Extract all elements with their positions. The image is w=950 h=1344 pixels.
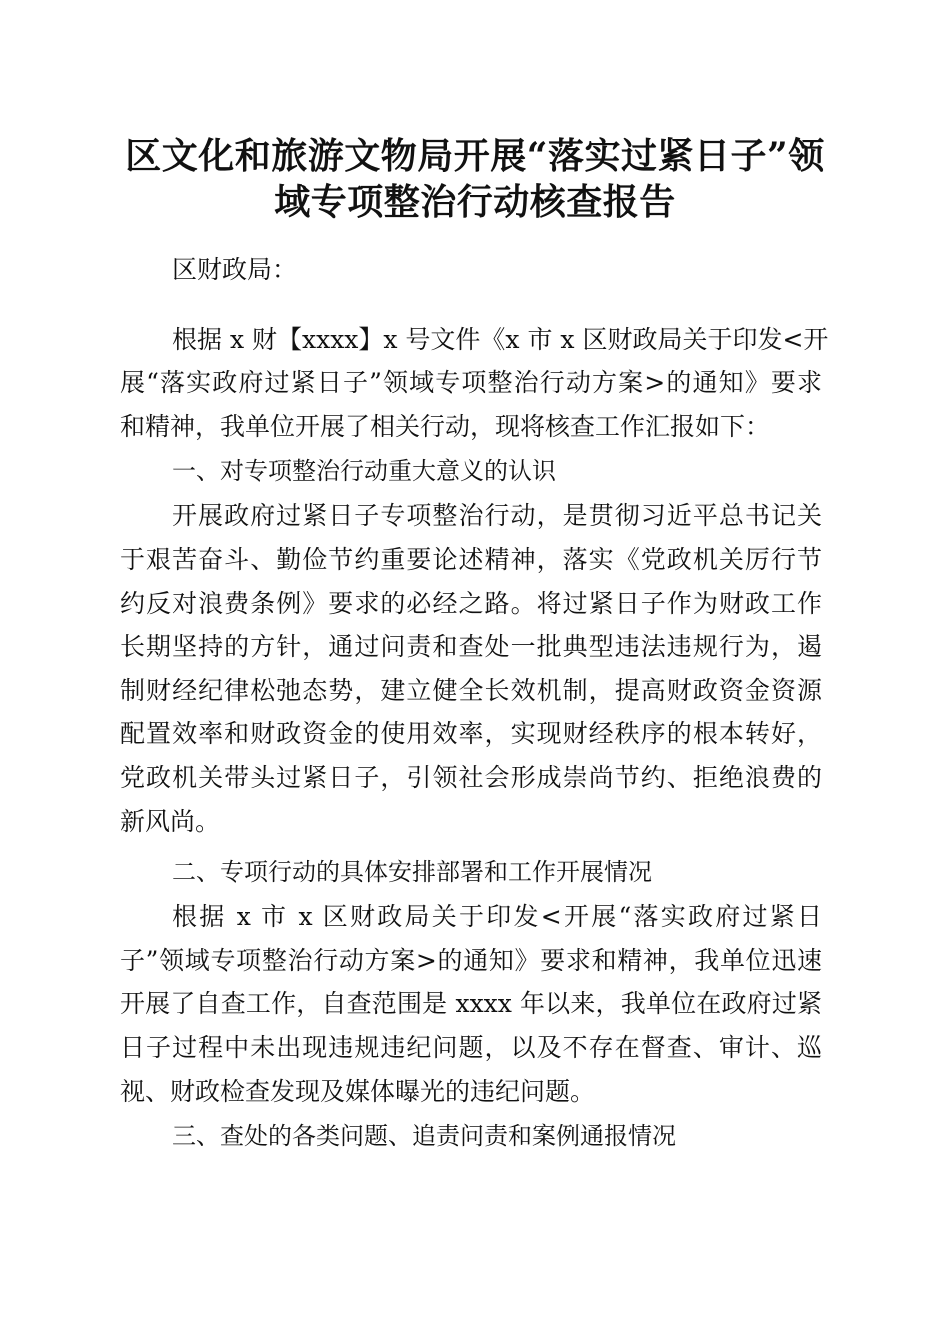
salutation: 区财政局： [172, 255, 298, 284]
text-line: 约反对浪费条例》要求的必经之路。将过紧日子作为财政工作 [120, 588, 822, 618]
text-line: 展“落实政府过紧日子”领域专项整治行动方案>的通知》要求 [120, 368, 822, 398]
text-line: 于艰苦奋斗、勤俭节约重要论述精神，落实《党政机关厉行节 [120, 544, 822, 574]
title-line: 区文化和旅游文物局开展“落实过紧日子”领 [125, 135, 825, 177]
document-title [0, 133, 950, 225]
section-heading-2: 二、专项行动的具体安排部署和工作开展情况 [172, 858, 652, 887]
text-line: 根据 x 市 x 区财政局关于印发<开展“落实政府过紧日 [172, 902, 822, 932]
text-line: 党政机关带头过紧日子，引领社会形成崇尚节约、拒绝浪费的 [120, 762, 822, 792]
text-line: 根据 x 财【xxxx】x 号文件《x 市 x 区财政局关于印发<开 [172, 324, 829, 354]
text-line: 视、财政检查发现及媒体曝光的违纪问题。 [120, 1076, 596, 1106]
document-body [120, 248, 829, 1159]
text-line: 开展了自查工作，自查范围是 xxxx 年以来，我单位在政府过紧 [120, 989, 822, 1019]
section-heading-3: 三、查处的各类问题、追责问责和案例通报情况 [172, 1122, 676, 1151]
text-line: 配置效率和财政资金的使用效率，实现财经秩序的根本转好， [120, 719, 822, 749]
title-line: 域专项整治行动核查报告 [274, 181, 676, 223]
text-line: 日子过程中未出现违规违纪问题，以及不存在督查、审计、巡 [120, 1032, 822, 1062]
text-line: 和精神，我单位开展了相关行动，现将核查工作汇报如下： [120, 411, 771, 441]
text-line: 子”领域专项整治行动方案>的通知》要求和精神，我单位迅速 [120, 945, 822, 975]
text-line: 开展政府过紧日子专项整治行动，是贯彻习近平总书记关 [172, 501, 822, 531]
section-heading-1: 一、对专项整治行动重大意义的认识 [172, 457, 556, 486]
paragraph-arrangement [120, 895, 822, 1113]
text-line: 新风尚。 [120, 806, 221, 836]
text-line: 长期坚持的方针，通过问责和查处一批典型违法违规行为，遏 [120, 632, 822, 662]
paragraph-intro [120, 318, 829, 449]
text-line: 制财经纪律松弛态势，建立健全长效机制，提高财政资金资源 [120, 675, 822, 705]
paragraph-significance [120, 494, 822, 843]
